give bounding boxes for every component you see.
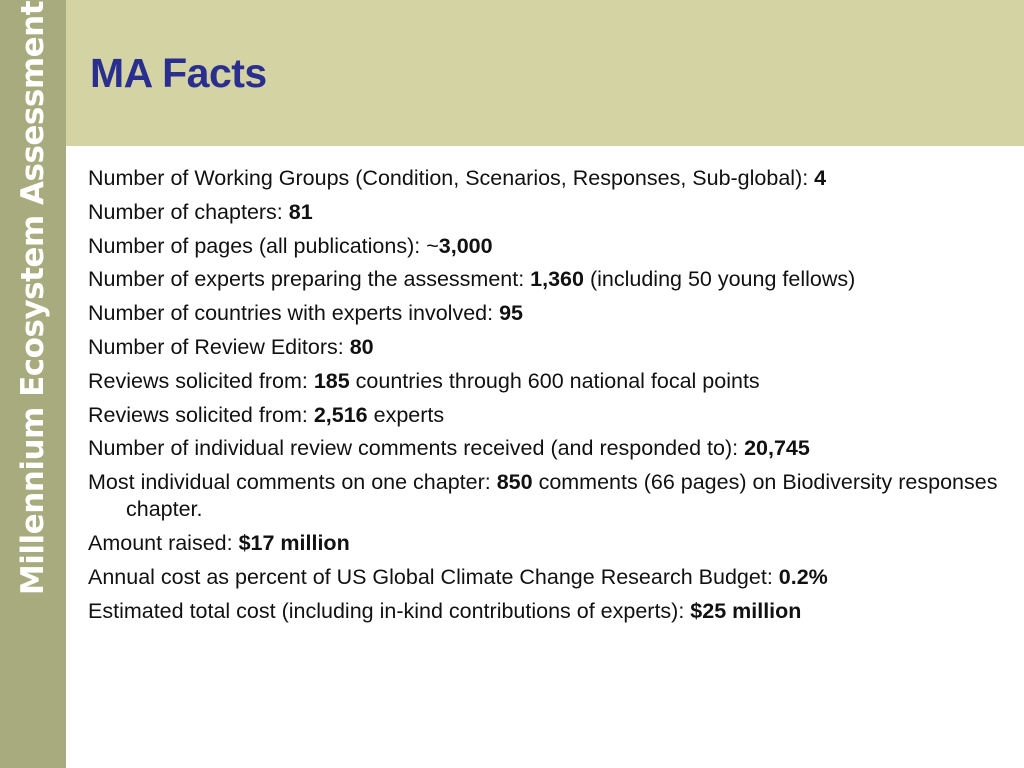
fact-value: 95 bbox=[499, 301, 523, 326]
fact-text: Number of Review Editors: bbox=[88, 334, 350, 359]
fact-text: Reviews solicited from: bbox=[88, 368, 314, 393]
slide-title: MA Facts bbox=[90, 50, 267, 96]
sidebar-title: Millennium Ecosystem Assessment bbox=[15, 0, 51, 596]
fact-item bbox=[88, 564, 998, 591]
fact-item bbox=[88, 199, 998, 226]
fact-text: Most individual comments on one chapter: bbox=[88, 470, 497, 495]
sidebar-band bbox=[0, 0, 66, 768]
fact-suffix: experts bbox=[367, 402, 445, 427]
fact-item bbox=[88, 165, 998, 192]
fact-item bbox=[88, 598, 998, 625]
fact-text: Amount raised: bbox=[88, 530, 239, 555]
fact-item bbox=[88, 435, 998, 462]
fact-text: Number of Working Groups (Condition, Scenarios, Responses, Sub-global): bbox=[88, 166, 815, 190]
fact-text: Estimated total cost (including in-kind contributions of experts): bbox=[88, 598, 691, 623]
fact-value: 3,000 bbox=[438, 233, 493, 258]
fact-value: 1,360 bbox=[530, 267, 584, 292]
fact-text: Number of countries with experts involved: bbox=[88, 301, 500, 326]
fact-item bbox=[88, 334, 998, 361]
fact-text: Number of individual review comments received (and responded to): bbox=[88, 436, 745, 461]
fact-value: 81 bbox=[288, 199, 313, 224]
fact-suffix: countries through 600 national focal points bbox=[349, 368, 760, 393]
fact-text: Annual cost as percent of US Global Climate Change Research Budget: bbox=[88, 564, 779, 589]
fact-text: Number of experts preparing the assessment: bbox=[88, 267, 531, 292]
fact-item bbox=[88, 530, 998, 557]
fact-item bbox=[88, 402, 998, 429]
fact-value: 2,516 bbox=[313, 402, 368, 427]
fact-item bbox=[88, 368, 998, 395]
fact-value: 4 bbox=[814, 166, 827, 190]
fact-value: 80 bbox=[349, 334, 374, 359]
fact-value: 850 bbox=[496, 470, 533, 495]
fact-value: 20,745 bbox=[744, 436, 810, 461]
fact-value: 0.2% bbox=[778, 564, 828, 589]
fact-value: $17 million bbox=[238, 530, 350, 555]
fact-text: Reviews solicited from: bbox=[88, 402, 314, 427]
facts-list bbox=[88, 165, 998, 631]
fact-item bbox=[88, 300, 998, 327]
fact-value: 185 bbox=[313, 368, 350, 393]
fact-item bbox=[88, 266, 998, 293]
fact-text: Number of chapters: bbox=[88, 199, 289, 224]
fact-item bbox=[88, 469, 998, 523]
fact-suffix: comments (66 pages) on Biodiversity responses chapter. bbox=[126, 470, 998, 522]
fact-text: Number of pages (all publications): ~ bbox=[88, 233, 439, 258]
fact-item bbox=[88, 233, 998, 260]
fact-value: $25 million bbox=[690, 598, 802, 623]
fact-suffix: (including 50 young fellows) bbox=[583, 267, 856, 292]
